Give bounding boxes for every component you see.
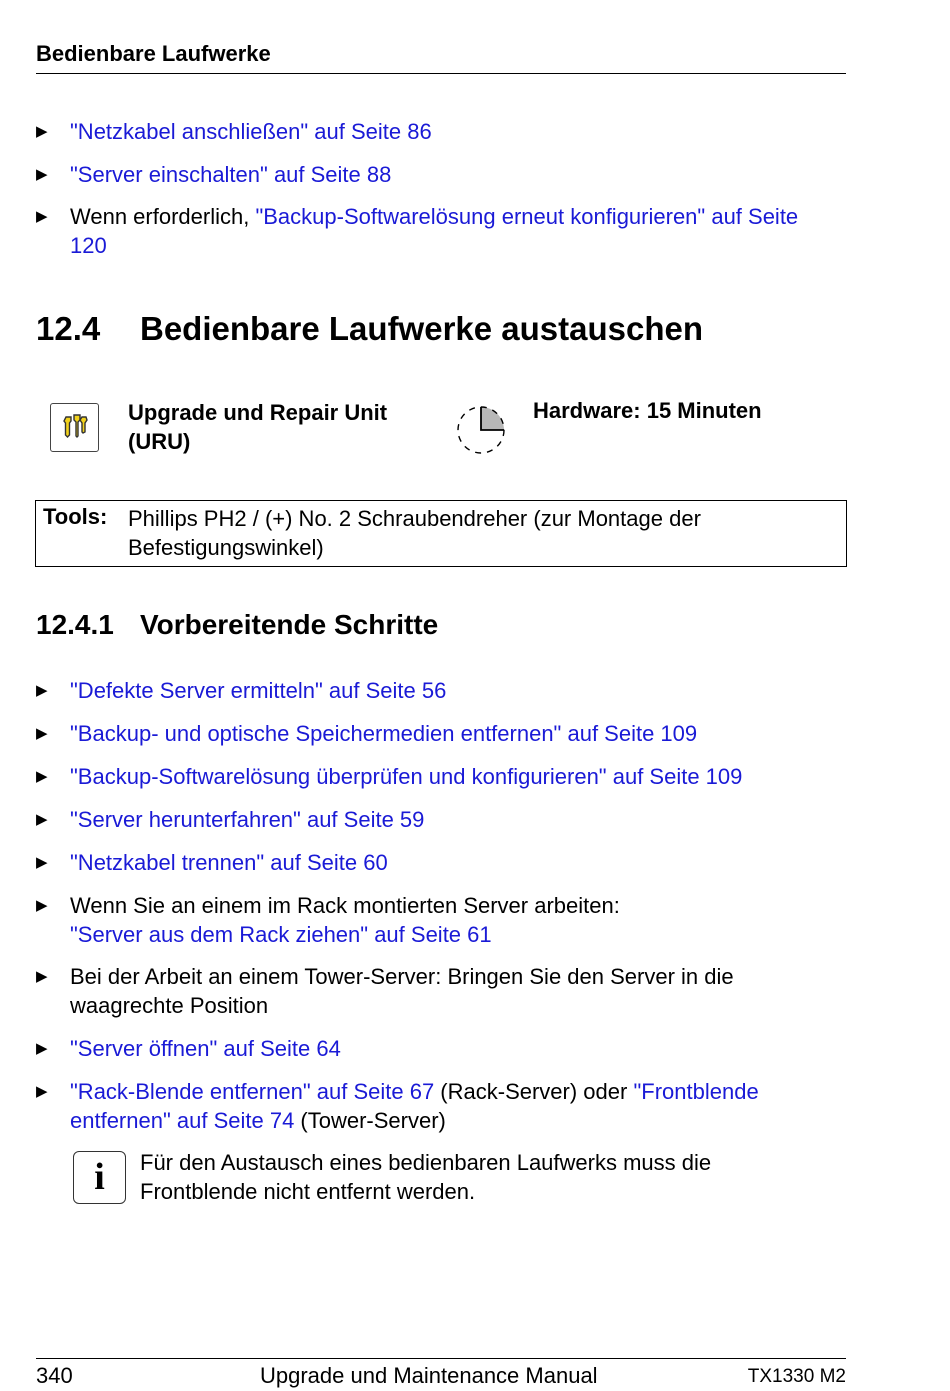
list-item xyxy=(36,676,816,705)
subsection-heading xyxy=(36,609,438,641)
list-item-text: Wenn Sie an einem im Rack montierten Server arbeiten: xyxy=(70,893,620,918)
header-rule xyxy=(36,73,846,74)
cross-reference-link[interactable]: "Rack-Blende entfernen" auf Seite 67 xyxy=(70,1079,435,1104)
bullet-arrow-icon: ▶ xyxy=(36,123,48,140)
cross-reference-link[interactable]: "Backup-Softwarelösung erneut konfigurieren" auf Seite 120 xyxy=(70,204,799,258)
cross-reference-link[interactable]: entfernen" auf Seite 74 xyxy=(70,1108,295,1133)
cross-reference-link[interactable]: "Defekte Server ermitteln" auf Seite 56 xyxy=(70,678,447,703)
bullet-arrow-icon: ▶ xyxy=(36,968,48,985)
cross-reference-link[interactable]: "Server öffnen" auf Seite 64 xyxy=(70,1036,341,1061)
tools-text-line: Befestigungswinkel) xyxy=(128,535,324,560)
list-item xyxy=(36,1034,816,1063)
list-item xyxy=(36,117,816,146)
cross-reference-link[interactable]: "Frontblende xyxy=(633,1079,759,1104)
list-item xyxy=(36,160,816,189)
list-item-text: Wenn erforderlich, xyxy=(70,204,256,229)
list-item xyxy=(36,762,816,791)
cross-reference-link[interactable]: "Server aus dem Rack ziehen" auf Seite 61 xyxy=(70,922,492,947)
note-text-line: Frontblende nicht entfernt werden. xyxy=(140,1179,476,1204)
list-item xyxy=(36,1077,836,1135)
list-item xyxy=(36,891,816,949)
cross-reference-link[interactable]: "Netzkabel trennen" auf Seite 60 xyxy=(70,850,388,875)
cross-reference-link[interactable]: "Backup-Softwarelösung überprüfen und konfigurieren" auf Seite 109 xyxy=(70,764,743,789)
bullet-arrow-icon: ▶ xyxy=(36,682,48,699)
cross-reference-link[interactable]: "Netzkabel anschließen" auf Seite 86 xyxy=(70,119,432,144)
footer-rule xyxy=(36,1358,846,1359)
cross-reference-link[interactable]: "Server herunterfahren" auf Seite 59 xyxy=(70,807,425,832)
tools-label: Tools: xyxy=(43,504,108,529)
list-item-text: waagrechte Position xyxy=(70,993,269,1018)
section-title: Bedienbare Laufwerke austauschen xyxy=(140,310,704,347)
list-item xyxy=(36,719,816,748)
bullet-arrow-icon: ▶ xyxy=(36,854,48,871)
note-text-line: Für den Austausch eines bedienbaren Laufwerks muss die xyxy=(140,1150,712,1175)
bullet-arrow-icon: ▶ xyxy=(36,208,48,225)
section-number: 12.4 xyxy=(36,310,101,347)
manual-title: Upgrade und Maintenance Manual xyxy=(260,1363,598,1388)
uru-label xyxy=(128,398,387,456)
bullet-arrow-icon: ▶ xyxy=(36,897,48,914)
bullet-arrow-icon: ▶ xyxy=(36,1083,48,1100)
section-heading xyxy=(36,310,703,348)
wrench-icon xyxy=(50,403,99,452)
bullet-arrow-icon: ▶ xyxy=(36,768,48,785)
bullet-arrow-icon: ▶ xyxy=(36,725,48,742)
subsection-number: 12.4.1 xyxy=(36,609,114,640)
cross-reference-link[interactable]: "Server einschalten" auf Seite 88 xyxy=(70,162,392,187)
bullet-arrow-icon: ▶ xyxy=(36,811,48,828)
list-item xyxy=(36,962,816,1020)
hardware-time-label: Hardware: 15 Minuten xyxy=(533,398,762,423)
cross-reference-link[interactable]: "Backup- und optische Speichermedien entfernen" auf Seite 109 xyxy=(70,721,698,746)
list-item xyxy=(36,202,826,260)
info-icon: i xyxy=(73,1151,126,1204)
subsection-title: Vorbereitende Schritte xyxy=(140,609,439,640)
clock-icon xyxy=(454,402,510,458)
uru-label-line: Upgrade und Repair Unit xyxy=(128,400,388,425)
list-item xyxy=(36,848,816,877)
running-header: Bedienbare Laufwerke xyxy=(36,41,271,66)
list-item-text: (Tower-Server) xyxy=(294,1108,446,1133)
tools-text-line: Phillips PH2 / (+) No. 2 Schraubendreher (zur Montage der xyxy=(128,506,701,531)
list-item-text: Bei der Arbeit an einem Tower-Server: Bringen Sie den Server in die xyxy=(70,964,734,989)
page-number: 340 xyxy=(36,1363,73,1388)
tools-text xyxy=(128,504,828,562)
note-text xyxy=(140,1148,820,1206)
uru-label-line: (URU) xyxy=(128,429,191,454)
bullet-arrow-icon: ▶ xyxy=(36,1040,48,1057)
list-item-text: (Rack-Server) oder xyxy=(434,1079,634,1104)
bullet-arrow-icon: ▶ xyxy=(36,166,48,183)
model-name: TX1330 M2 xyxy=(747,1366,846,1387)
list-item xyxy=(36,805,816,834)
